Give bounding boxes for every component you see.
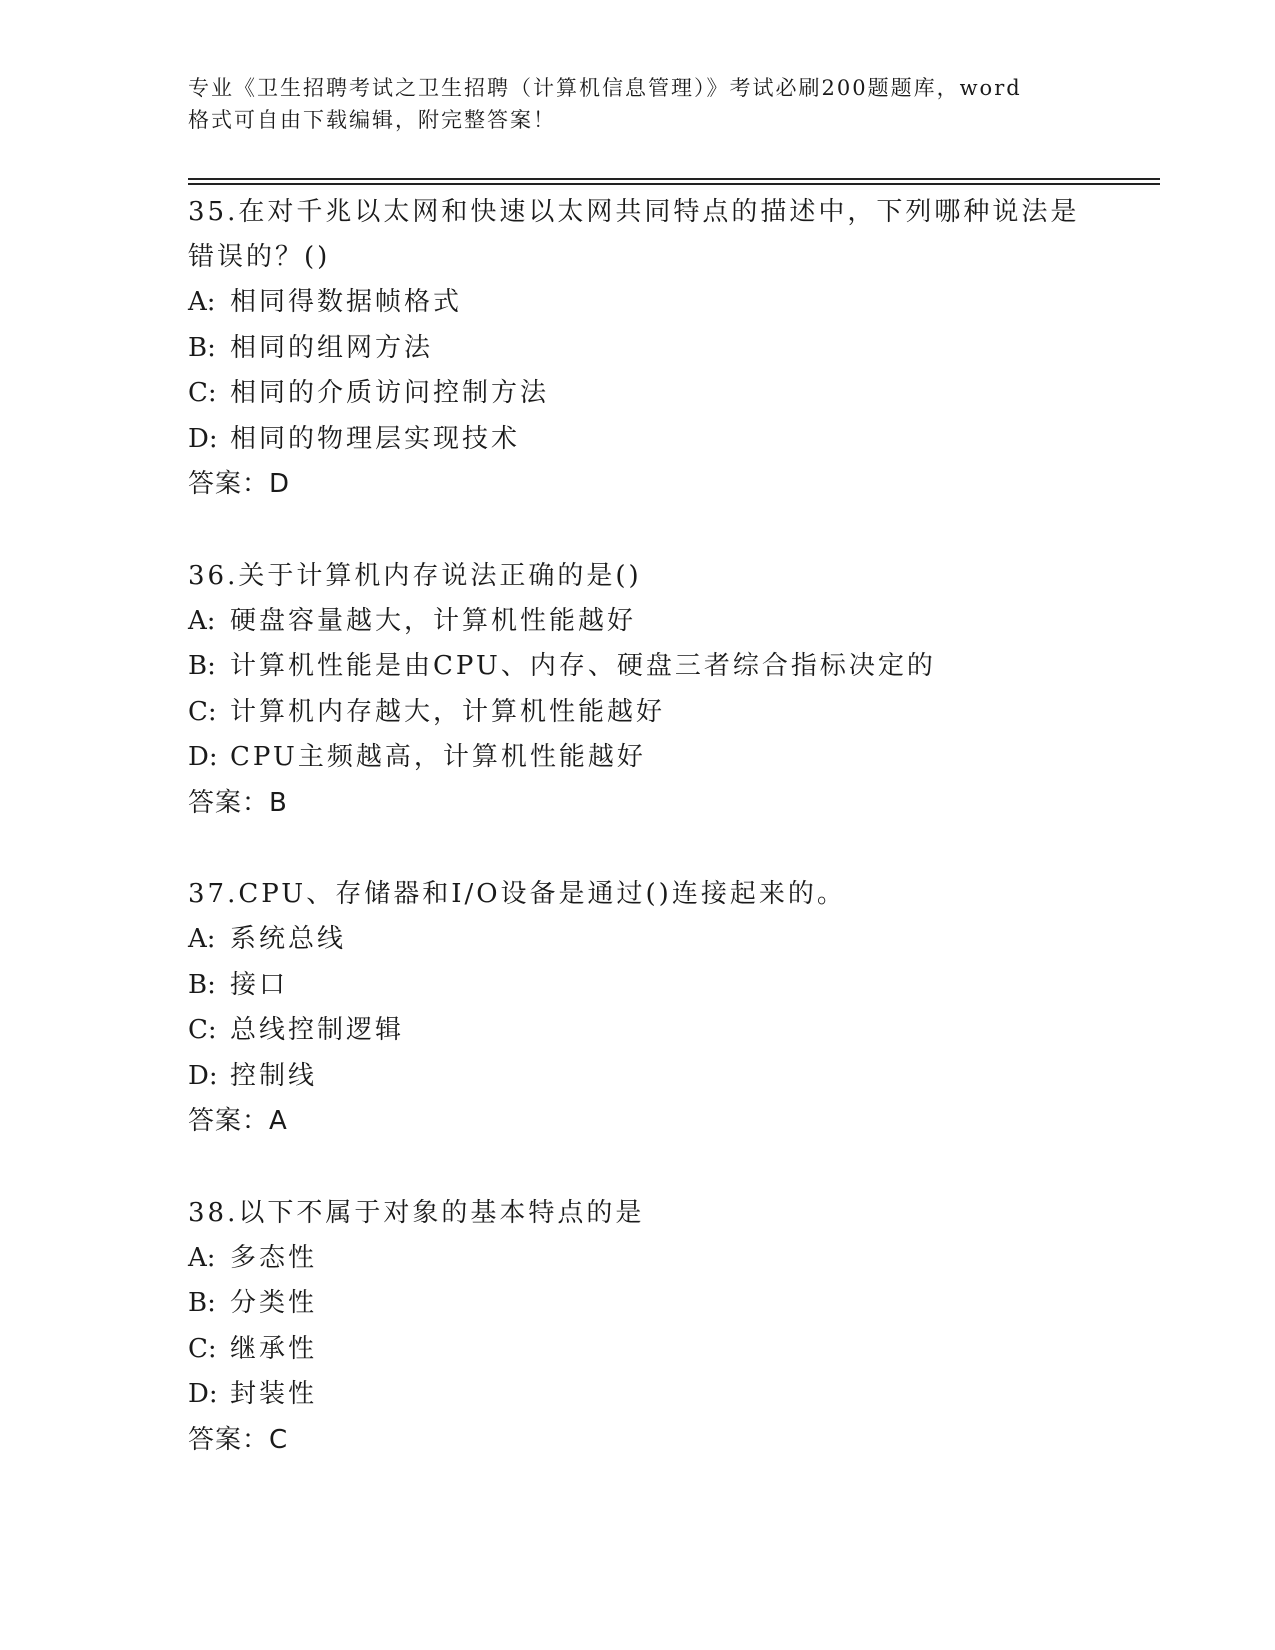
option-letter: A: xyxy=(188,287,216,317)
option-text: 相同的介质访问控制方法 xyxy=(230,378,550,408)
option-text: 多态性 xyxy=(230,1242,318,1273)
question-stem-continued: 错误的？() xyxy=(188,242,331,272)
question-stem: 37.CPU、存储器和I/O设备是通过()连接起来的。 xyxy=(188,879,846,909)
option-c xyxy=(188,1327,1148,1373)
option-text: 总线控制逻辑 xyxy=(230,1015,405,1045)
option-text: CPU主频越高，计算机性能越好 xyxy=(230,742,646,772)
option-text: 继承性 xyxy=(230,1333,318,1364)
option-text: 控制线 xyxy=(230,1060,318,1091)
option-letter: D: xyxy=(188,1060,218,1091)
option-a xyxy=(188,1236,1148,1282)
option-letter: C: xyxy=(188,1333,217,1364)
question-stem: 38.以下不属于对象的基本特点的是 xyxy=(188,1197,645,1228)
answer-line: 答案：D xyxy=(188,469,291,499)
question-stem: 35.在对千兆以太网和快速以太网共同特点的描述中，下列哪种说法是 xyxy=(188,197,1080,227)
option-text: 封装性 xyxy=(230,1379,318,1409)
option-letter: B: xyxy=(188,969,216,1000)
option-letter: B: xyxy=(188,1288,216,1318)
option-b xyxy=(188,326,1148,372)
header-title-line2: 格式可自由下载编辑，附完整答案！ xyxy=(188,108,556,132)
answer-line: 答案：C xyxy=(188,1424,289,1455)
option-letter: D: xyxy=(188,742,218,772)
question-35 xyxy=(188,190,1148,508)
question-36 xyxy=(188,554,1148,827)
document-header xyxy=(188,72,1088,136)
option-c xyxy=(188,371,1148,417)
header-title-line1: 专业《卫生招聘考试之卫生招聘（计算机信息管理）》考试必刷200题题库，word xyxy=(188,76,1022,100)
option-text: 计算机性能是由CPU、内存、硬盘三者综合指标决定的 xyxy=(230,651,936,681)
option-a xyxy=(188,917,1148,963)
option-text: 分类性 xyxy=(230,1288,318,1318)
answer-line: 答案：B xyxy=(188,787,288,818)
option-a xyxy=(188,599,1148,645)
option-d xyxy=(188,1054,1148,1100)
option-text: 计算机内存越大，计算机性能越好 xyxy=(230,696,666,727)
option-d xyxy=(188,417,1148,463)
option-letter: A: xyxy=(188,1242,216,1273)
option-letter: A: xyxy=(188,924,216,954)
option-b xyxy=(188,963,1148,1009)
question-37 xyxy=(188,872,1148,1145)
option-a xyxy=(188,280,1148,326)
option-text: 相同的组网方法 xyxy=(230,332,434,363)
option-letter: D: xyxy=(188,423,218,454)
option-b xyxy=(188,1281,1148,1327)
option-letter: C: xyxy=(188,696,217,727)
option-text: 系统总线 xyxy=(230,924,347,954)
option-d xyxy=(188,1372,1148,1418)
option-text: 硬盘容量越大，计算机性能越好 xyxy=(230,605,637,636)
option-text: 相同的物理层实现技术 xyxy=(230,423,521,454)
option-letter: D: xyxy=(188,1379,218,1409)
header-divider-bottom xyxy=(188,183,1160,185)
option-b xyxy=(188,644,1148,690)
option-letter: B: xyxy=(188,651,216,681)
question-stem: 36.关于计算机内存说法正确的是() xyxy=(188,560,642,591)
option-text: 接口 xyxy=(230,969,289,1000)
question-38 xyxy=(188,1191,1148,1464)
header-divider-top xyxy=(188,178,1160,180)
option-letter: A: xyxy=(188,605,216,636)
option-c xyxy=(188,690,1148,736)
option-letter: C: xyxy=(188,1015,217,1045)
option-text: 相同得数据帧格式 xyxy=(230,287,463,317)
question-list xyxy=(188,190,1148,1509)
option-letter: C: xyxy=(188,378,217,408)
option-letter: B: xyxy=(188,332,216,363)
option-c xyxy=(188,1008,1148,1054)
answer-line: 答案：A xyxy=(188,1106,288,1136)
option-d xyxy=(188,735,1148,781)
